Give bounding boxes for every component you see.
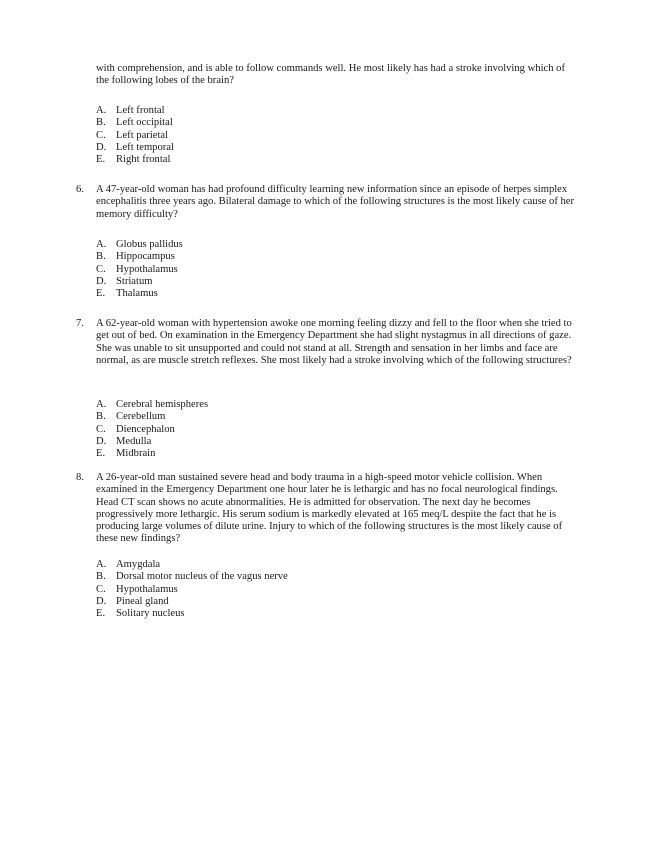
option-letter: D. [96,595,107,607]
answer-option [96,596,580,608]
option-text: Dorsal motor nucleus of the vagus nerve [116,571,288,583]
option-letter: D. [96,275,107,287]
answer-option [96,411,580,423]
option-text: Hippocampus [116,251,175,263]
question-6 [76,184,580,221]
answer-options [96,559,580,620]
option-letter: C. [96,423,106,435]
option-letter: A. [96,559,107,570]
question-stem: with comprehension, and is able to follow commands well. He most likely has had a stroke involving which of the following lobes of the brain? [96,63,565,87]
option-text: Diencephalon [116,423,175,435]
answer-option [96,448,580,460]
option-letter: D. [96,435,107,447]
question-5-continuation [96,63,580,88]
option-letter: C. [96,583,106,595]
question-7 [76,318,580,367]
answer-option [96,276,580,288]
option-letter: E. [96,154,106,166]
answer-option [96,130,580,142]
answer-option [96,608,580,620]
option-text: Left parietal [116,129,169,141]
answer-options [96,239,580,300]
answer-option [96,105,580,117]
answer-option [96,436,580,448]
option-text: Left frontal [116,105,165,116]
answer-option [96,288,580,300]
question-stem: A 47-year-old woman has had profound difficulty learning new information since an episode of herpes simplex encephalitis three years ago. Bilateral damage to which of the following structures is the most likely cause of her memory difficulty? [96,184,575,220]
question-stem: A 62-year-old woman with hypertension awoke one morning feeling dizzy and fell to the floor when she tried to get out of bed. On examination in the Emergency Department she had slight nystagmus in all directions of gaze. She was unable to sit unsupported and could not stand at all. Strength and sensation in her limbs and face are normal, as are muscle stretch reflexes. She most likely had a stroke involving which of the following structures? [96,318,572,366]
question-number: 8. [76,472,84,483]
answer-option [96,239,580,251]
answer-option [96,424,580,436]
option-text: Cerebral hemispheres [116,399,209,410]
option-letter: D. [96,141,107,153]
option-letter: B. [96,571,106,583]
option-text: Amygdala [116,559,161,570]
question-number: 6. [76,184,84,195]
answer-option [96,142,580,154]
answer-option [96,399,580,411]
option-letter: A. [96,239,107,250]
option-letter: C. [96,129,106,141]
answer-options [96,399,580,460]
question-number: 7. [76,318,84,329]
option-text: Medulla [116,435,152,447]
option-text: Globus pallidus [116,239,183,250]
answer-options [96,105,580,166]
option-letter: A. [96,399,107,410]
option-text: Midbrain [116,448,156,460]
option-letter: B. [96,411,106,423]
option-text: Left occipital [116,117,173,129]
option-text: Thalamus [116,288,158,300]
option-letter: A. [96,105,107,116]
answer-option [96,251,580,263]
answer-option [96,584,580,596]
option-letter: B. [96,117,106,129]
option-letter: E. [96,608,106,620]
option-text: Right frontal [116,154,171,166]
option-text: Left temporal [116,141,174,153]
option-text: Striatum [116,275,153,287]
option-text: Hypothalamus [116,583,178,595]
answer-option [96,264,580,276]
answer-option [96,571,580,583]
answer-option [96,559,580,571]
option-text: Solitary nucleus [116,608,185,620]
question-stem: A 26-year-old man sustained severe head and body trauma in a high-speed motor vehicle collision. When examined in the Emergency Department one hour later he is lethargic and has no focal neurological findings. Head CT scan shows no acute abnormalities. He is admitted for observation. The next day he becomes progressively more lethargic. His serum sodium is markedly elevated at 165 meq/L despite the fact that he is producing large volumes of dilute urine. Injury to which of the following structures is the most likely cause of these new findings? [96,472,563,545]
question-8 [76,472,580,546]
option-text: Pineal gland [116,595,169,607]
option-text: Cerebellum [116,411,166,423]
option-letter: C. [96,263,106,275]
answer-option [96,117,580,129]
option-letter: E. [96,288,106,300]
option-letter: B. [96,251,106,263]
answer-option [96,154,580,166]
option-letter: E. [96,448,106,460]
option-text: Hypothalamus [116,263,178,275]
